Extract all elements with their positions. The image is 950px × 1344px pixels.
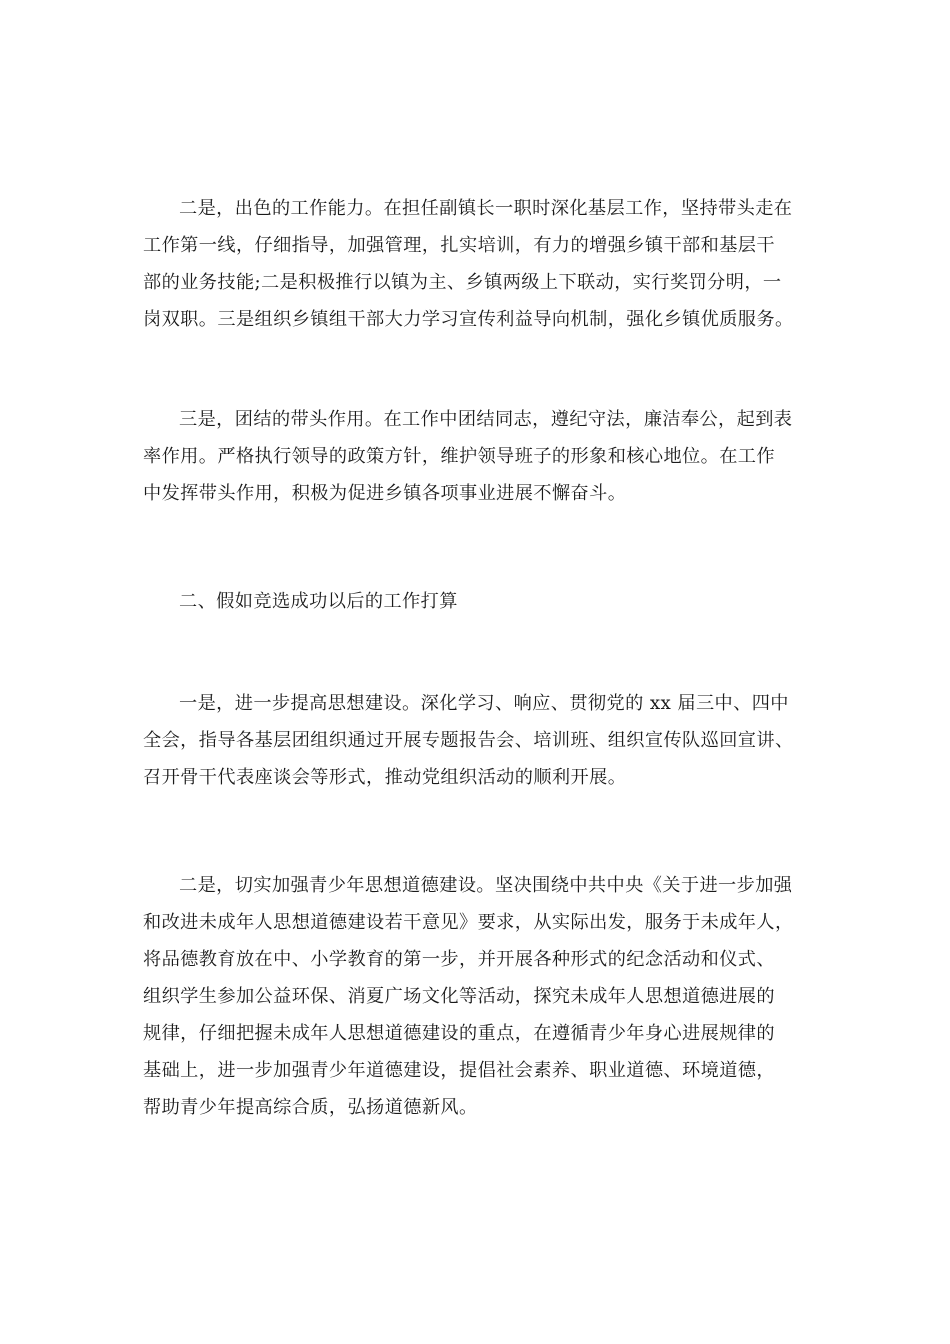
paragraph-line: 岗双职。三是组织乡镇组干部大力学习宣传利益导向机制，强化乡镇优质服务。 <box>143 309 794 330</box>
paragraph-line: 将品德教育放在中、小学教育的第一步，并开展各种形式的纪念活动和仪式、 <box>143 949 775 970</box>
paragraph-line: 召开骨干代表座谈会等形式，推动党组织活动的顺利开展。 <box>143 767 627 788</box>
paragraph-line: 率作用。严格执行领导的政策方针，维护领导班子的形象和核心地位。在工作 <box>143 446 775 467</box>
paragraph-line: 基础上，进一步加强青少年道德建设，提倡社会素养、职业道德、环境道德， <box>143 1060 775 1081</box>
paragraph-ideological-building <box>143 685 815 796</box>
paragraph-work-ability <box>143 190 815 338</box>
paragraph-leading-role <box>143 401 815 512</box>
paragraph-line: 中发挥带头作用，积极为促进乡镇各项事业进展不懈奋斗。 <box>143 483 627 504</box>
paragraph-line: 和改进未成年人思想道德建设若干意见》要求，从实际出发，服务于未成年人， <box>143 912 794 933</box>
paragraph-line: 二是，切实加强青少年思想道德建设。坚决围绕中共中央《关于进一步加强 <box>179 875 793 896</box>
paragraph-line: 帮助青少年提高综合质，弘扬道德新风。 <box>143 1097 478 1118</box>
section-heading-text: 二、假如竞选成功以后的工作打算 <box>179 591 458 612</box>
paragraph-line: 规律，仔细把握未成年人思想道德建设的重点，在遵循青少年身心进展规律的 <box>143 1023 775 1044</box>
paragraph-line: 部的业务技能;二是积极推行以镇为主、乡镇两级上下联动，实行奖罚分明，一 <box>143 272 782 293</box>
paragraph-line: 工作第一线，仔细指导，加强管理，扎实培训，有力的增强乡镇干部和基层干 <box>143 235 775 256</box>
section-heading <box>143 583 815 620</box>
paragraph-line: 组织学生参加公益环保、消夏广场文化等活动，探究未成年人思想道德进展的 <box>143 986 775 1007</box>
paragraph-line: 一是，进一步提高思想建设。深化学习、响应、贯彻党的 xx 届三中、四中 <box>179 693 789 714</box>
paragraph-youth-morality <box>143 867 815 1126</box>
paragraph-line: 全会，指导各基层团组织通过开展专题报告会、培训班、组织宣传队巡回宣讲、 <box>143 730 794 751</box>
paragraph-line: 二是，出色的工作能力。在担任副镇长一职时深化基层工作，坚持带头走在 <box>179 198 793 219</box>
paragraph-line: 三是，团结的带头作用。在工作中团结同志，遵纪守法，廉洁奉公，起到表 <box>179 409 793 430</box>
